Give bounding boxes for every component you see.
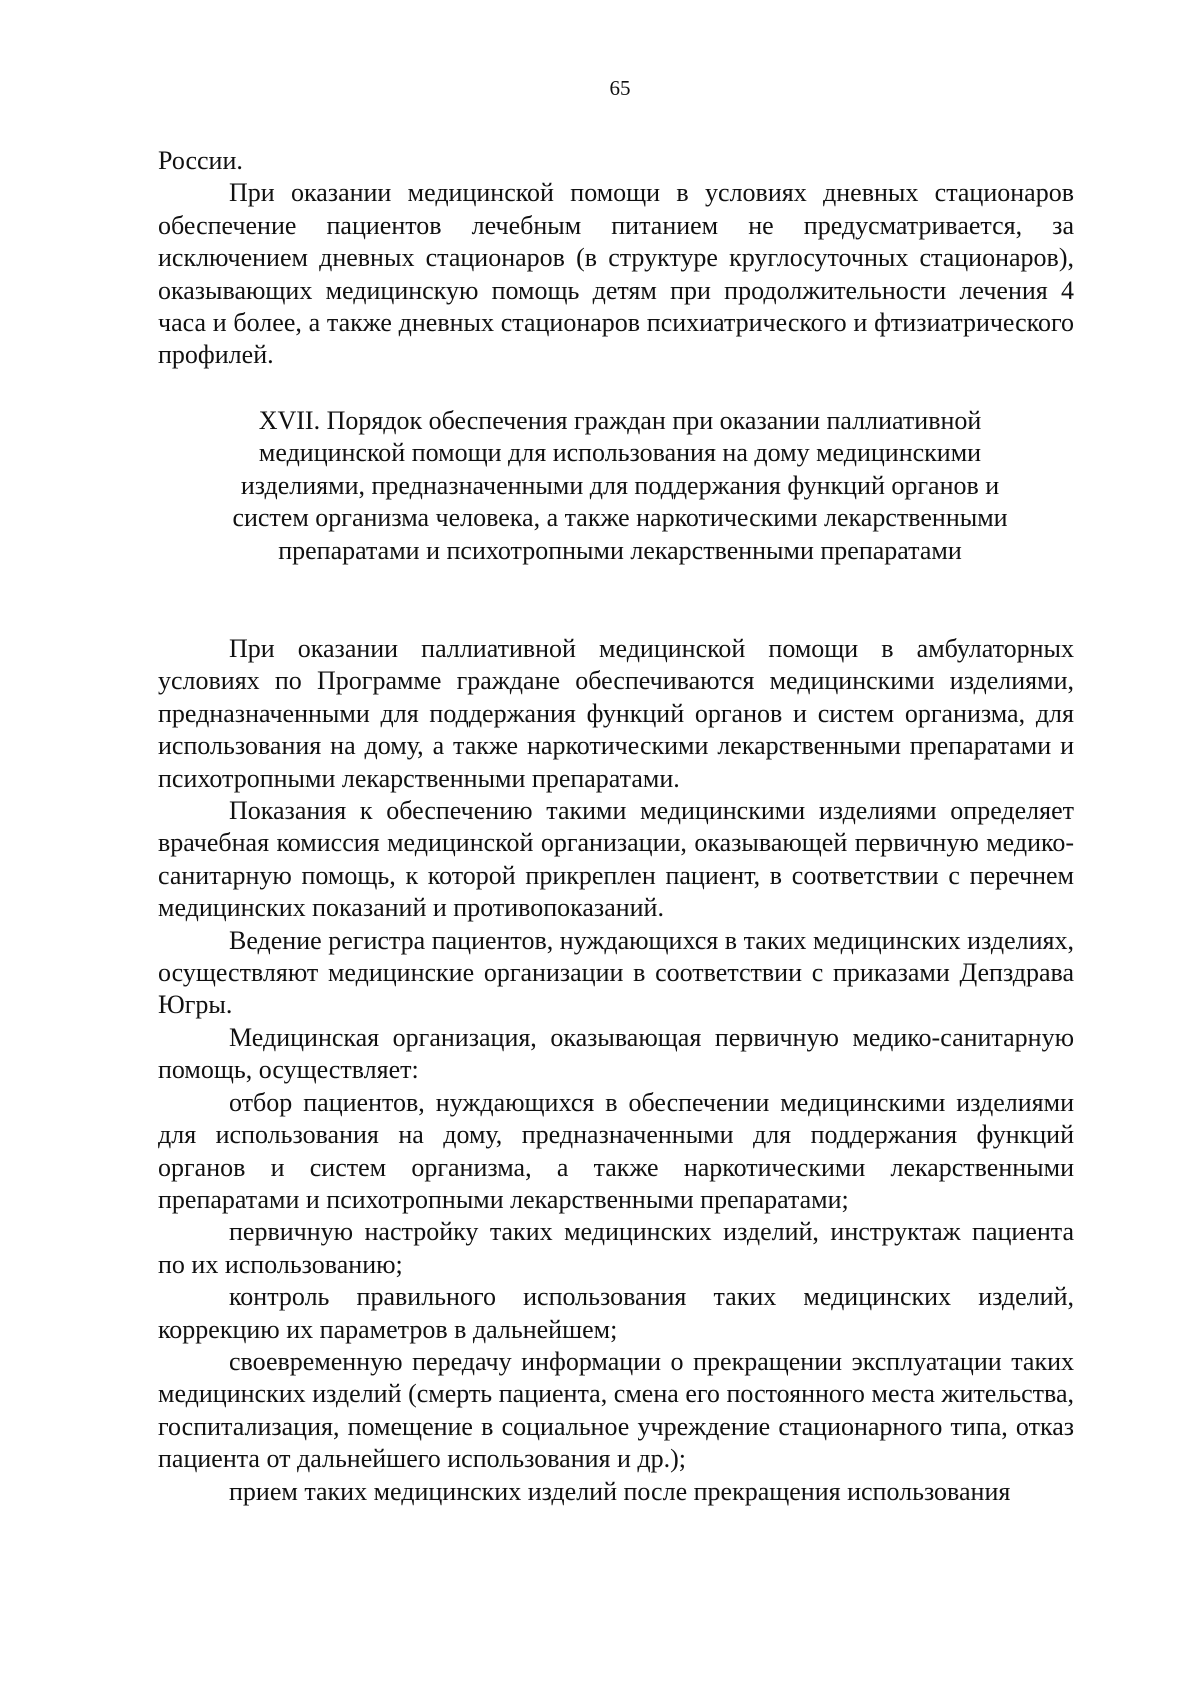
section-body: [158, 633, 1074, 1508]
paragraph-organization-duties: Медицинская организация, оказывающая первичную медико-санитарную помощь, осуществляет:: [158, 1022, 1074, 1085]
paragraph-indications: Показания к обеспечению такими медицинскими изделиями определяет врачебная комиссия медицинской организации, оказывающей первичную медико-санитарную помощь, к которой прикреплен пациент, в соответствии с перечнем медицинских показаний и противопоказаний.: [158, 796, 1074, 923]
list-item-initial-setup: первичную настройку таких медицинских изделий, инструктаж пациента по их использованию;: [158, 1217, 1074, 1279]
list-item-usage-control: контроль правильного использования таких медицинских изделий, коррекцию их параметров в дальнейшем;: [158, 1282, 1074, 1344]
paragraph-palliative-provision: При оказании паллиативной медицинской помощи в амбулаторных условиях по Программе граждане обеспечиваются медицинскими изделиями, предназначенными для поддержания функций органов и систем организма, для использования на дому, а также наркотическими лекарственными препаратами и психотропными лекарственными препаратами.: [158, 634, 1074, 793]
paragraph-patient-register: Ведение регистра пациентов, нуждающихся в таких медицинских изделиях, осуществляют медицинские организации в соответствии с приказами Депздрава Югры.: [158, 925, 1074, 1020]
section-heading: XVII. Порядок обеспечения граждан при оказании паллиативной медицинской помощи для использования на дому медицинскими изделиями, предназначенными для поддержания функций органов и систем организма человека, а также наркотическими лекарственными препаратами и психотропными лекарственными препаратами: [232, 406, 1008, 565]
list-item-information-transfer: своевременную передачу информации о прекращении эксплуатации таких медицинских изделий (смерть пациента, смена его постоянного места жительства, госпитализация, помещение в социальное учреждение стационарного типа, отказ пациента от дальнейшего использования и др.);: [158, 1346, 1074, 1474]
paragraph-day-hospital-nutrition: При оказании медицинской помощи в условиях дневных стационаров обеспечение пациентов лечебным питанием не предусматривается, за исключением дневных стационаров (в структуре круглосуточных стационаров), оказывающих медицинскую помощь детям при продолжительности лечения 4 часа и более, а также дневных стационаров психиатрического и фтизиатрического профилей.: [158, 178, 1074, 370]
list-item-patient-selection: отбор пациентов, нуждающихся в обеспечении медицинскими изделиями для использования на дому, предназначенными для поддержания функций органов и систем организма, а также наркотическими лекарственными препаратами и психотропными лекарственными препаратами;: [158, 1087, 1074, 1214]
intro-text: [158, 145, 1074, 372]
list-item-device-return: прием таких медицинских изделий после прекращения использования: [229, 1476, 1011, 1506]
page-number: 65: [609, 76, 631, 100]
paragraph-continuation: России.: [158, 146, 243, 175]
